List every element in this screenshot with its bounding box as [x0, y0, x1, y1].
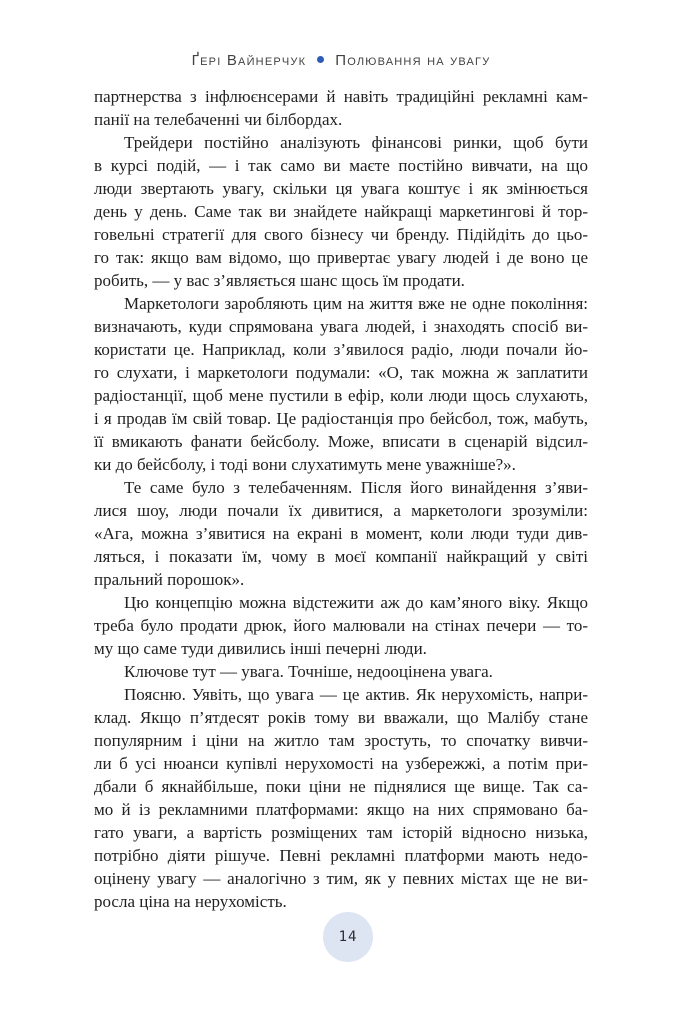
paragraph	[94, 131, 588, 292]
text-line: росла ціна на нерухомість.	[94, 892, 287, 911]
text-line: Поясню. Уявіть, що увага — це актив. Як нерухомість, напри-	[124, 685, 588, 704]
text-line: го слухати, і маркетологи подумали: «О, так можна ж заплатити	[94, 363, 588, 382]
text-line: партнерства з інфлюєнсерами й навіть традиційні рекламні кам-	[94, 87, 588, 106]
paragraph	[94, 591, 588, 660]
text-line: робить, — у вас з’являється шанс щось їм продати.	[94, 271, 465, 290]
paragraph	[94, 683, 588, 913]
paragraph	[94, 292, 588, 476]
text-line: визначають, куди спрямована увага людей, і знаходять спосіб ви-	[94, 317, 588, 336]
text-line: гато уваги, а вартість розміщених там історій відносно низька,	[94, 823, 588, 842]
text-line: люди звертають увагу, скільки ця увага коштує і як змінюється	[94, 179, 588, 198]
header-author: Ґері Вайнерчук	[191, 52, 307, 69]
text-line: оцінену увагу — аналогічно з тим, як у певних містах ще не ви-	[94, 869, 588, 888]
text-line: і я продав їм свій товар. Це радіостанція про бейсбол, тож, мабуть,	[94, 409, 588, 428]
text-line: радіостанції, щоб мене пустили в ефір, коли люди щось слухають,	[94, 386, 588, 405]
text-line: клад. Якщо п’ятдесят років тому ви вважали, що Малібу стане	[94, 708, 588, 727]
text-line: говельні стратегії для свого бізнесу чи бренду. Підійдіть до цьо-	[94, 225, 588, 244]
text-line: пральний порошок».	[94, 570, 245, 589]
header-book-title: Полювання на увагу	[335, 52, 491, 69]
text-line: мо й із рекламними платформами: якщо на них спрямовано ба-	[94, 800, 588, 819]
text-line: потрібно діяти рішуче. Певні рекламні платформи мають недо-	[94, 846, 588, 865]
running-header	[0, 52, 682, 69]
text-line: треба було продати дрюк, його малювали на стінах печери — то-	[94, 616, 588, 635]
page-number-badge	[323, 912, 373, 962]
text-line: ки до бейсболу, і тоді вони слухатимуть мене уважніше?».	[94, 455, 516, 474]
text-line: Трейдери постійно аналізують фінансові ринки, щоб бути	[124, 133, 588, 152]
page-text	[94, 85, 588, 913]
text-line: в курсі подій, — і так само ви маєте постійно вивчати, на що	[94, 156, 588, 175]
paragraph	[94, 660, 588, 683]
text-line: Цю концепцію можна відстежити аж до кам’яного віку. Якщо	[124, 593, 588, 612]
bullet-dot-icon	[317, 56, 324, 63]
text-line: го так: якщо вам відомо, що привертає увагу людей і де воно це	[94, 248, 588, 267]
text-line: дбали б якнайбільше, поки ціни не піднялися ще вище. Так са-	[94, 777, 588, 796]
text-line: Те саме було з телебаченням. Після його винайдення з’яви-	[124, 478, 588, 497]
text-line: популярним і ціни на житло там зростуть, то спочатку вивчи-	[94, 731, 588, 750]
text-line: користати це. Наприклад, коли з’явилося радіо, люди почали йо-	[94, 340, 588, 359]
text-line: «Ага, можна з’явитися на екрані в момент, коли люди туди див-	[94, 524, 588, 543]
paragraph	[94, 85, 588, 131]
text-line: панії на телебаченні чи білбордах.	[94, 110, 343, 129]
text-line: її вмикають фанати бейсболу. Може, вписати в сценарій відсил-	[94, 432, 588, 451]
text-line: ли б усі нюанси купівлі нерухомості на узбережжі, а потім при-	[94, 754, 588, 773]
text-line: день у день. Саме так ви знайдете найкращі маркетингові й тор-	[94, 202, 588, 221]
paragraph	[94, 476, 588, 591]
text-line: Маркетологи заробляють цим на життя вже не одне покоління:	[124, 294, 588, 313]
text-line: ляться, і показати їм, чому в моєї компанії найкращий у світі	[94, 547, 588, 566]
text-line: му що саме туди дивились інші печерні люди.	[94, 639, 427, 658]
text-line: Ключове тут — увага. Точніше, недооцінена увага.	[124, 662, 493, 681]
page-number: 14	[338, 929, 358, 945]
text-line: лися шоу, люди почали їх дивитися, а маркетологи зрозуміли:	[94, 501, 588, 520]
